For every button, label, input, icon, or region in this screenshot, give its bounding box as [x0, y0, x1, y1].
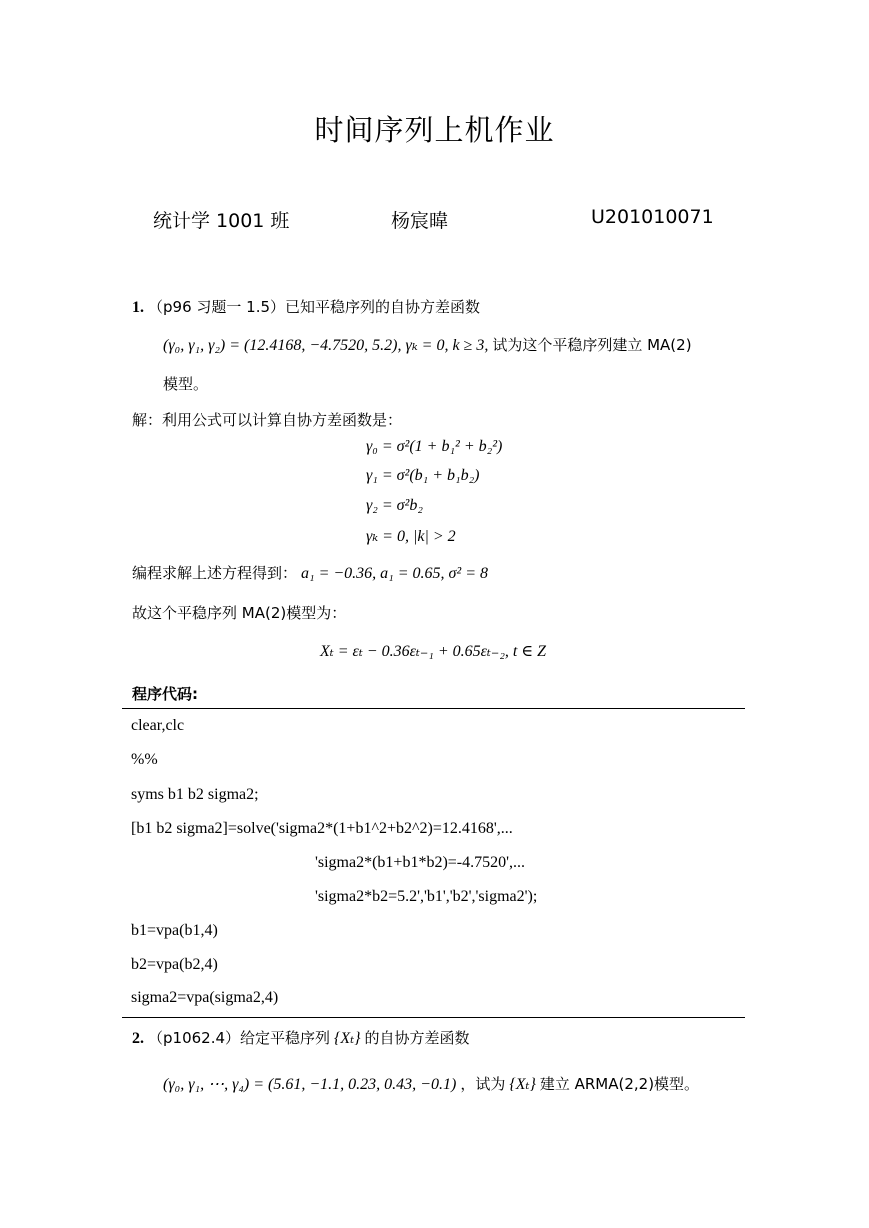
code-line: [b1 b2 sigma2]=solve('sigma2*(1+b1^2+b2^2)=12.4168',... — [131, 820, 513, 837]
question-2-number: 2. — [132, 1030, 144, 1047]
code-line: b1=vpa(b1,4) — [131, 922, 218, 939]
question-1-text: （p96 习题一 1.5）已知平稳序列的自协方差函数 — [148, 298, 481, 316]
code-line: sigma2=vpa(sigma2,4) — [131, 989, 279, 1006]
author-id: U201010071 — [591, 206, 714, 228]
equation-gamma1: γ₁ = σ²(b₁ + b₁b₂) — [366, 467, 480, 484]
question-1-task: 试为这个平稳序列建立 MA(2) — [492, 336, 692, 354]
equation-gamma0: γ₀ = σ²(1 + b₁² + b₂²) — [366, 438, 503, 455]
code-line: 'sigma2*(b1+b1*b2)=-4.7520',... — [315, 854, 526, 871]
question-2-heading — [132, 1027, 470, 1048]
code-header: 程序代码: — [132, 685, 198, 703]
question-2-autocov: (γ₀, γ₁, ⋯, γ₄) = (5.61, −1.1, 0.23, 0.43, −0.1) — [163, 1076, 457, 1093]
question-2-sequence: {Xₜ} — [334, 1030, 361, 1047]
question-1-heading — [132, 296, 480, 317]
code-line: clear,clc — [131, 717, 185, 734]
code-line: 'sigma2*b2=5.2','b1','b2','sigma2'); — [315, 888, 538, 905]
equation-gamma2: γ₂ = σ²b₂ — [366, 497, 423, 514]
author-name: 杨宸暐 — [391, 210, 449, 232]
model-equation: Xₜ = εₜ − 0.36εₜ₋₁ + 0.65εₜ₋₂, t ∈ Z — [320, 643, 547, 660]
page-title: 时间序列上机作业 — [314, 113, 555, 147]
question-2-condition — [163, 1073, 699, 1094]
solve-text: 编程求解上述方程得到： — [132, 564, 298, 582]
code-line: syms b1 b2 sigma2; — [131, 786, 259, 803]
question-2-text: （p1062.4）给定平稳序列 — [148, 1029, 331, 1047]
question-2-sequence-2: {Xₜ} — [509, 1076, 536, 1093]
solve-result: a₁ = −0.36, a₁ = 0.65, σ² = 8 — [301, 565, 489, 582]
code-block — [122, 708, 745, 1018]
code-line: b2=vpa(b2,4) — [131, 956, 218, 973]
equation-gammak: γₖ = 0, |k| > 2 — [366, 528, 456, 545]
code-line: %% — [131, 751, 158, 768]
question-1-task-end: 模型。 — [163, 375, 209, 393]
question-2-text-end: 的自协方差函数 — [364, 1029, 470, 1047]
autocov-values: (γ₀, γ₁, γ₂) = (12.4168, −4.7520, 5.2), γₖ = 0, k ≥ 3, — [163, 337, 489, 354]
solution-intro: 解：利用公式可以计算自协方差函数是： — [132, 411, 403, 429]
model-text: 故这个平稳序列 MA(2)模型为： — [132, 604, 347, 622]
question-1-number: 1. — [132, 299, 144, 316]
question-2-task-b: 建立 ARMA(2,2)模型。 — [539, 1075, 700, 1093]
question-2-task-a: ，试为 — [460, 1075, 506, 1093]
solve-result-line — [132, 562, 488, 583]
author-class: 统计学 1001 班 — [153, 210, 290, 232]
question-1-condition — [163, 334, 692, 355]
